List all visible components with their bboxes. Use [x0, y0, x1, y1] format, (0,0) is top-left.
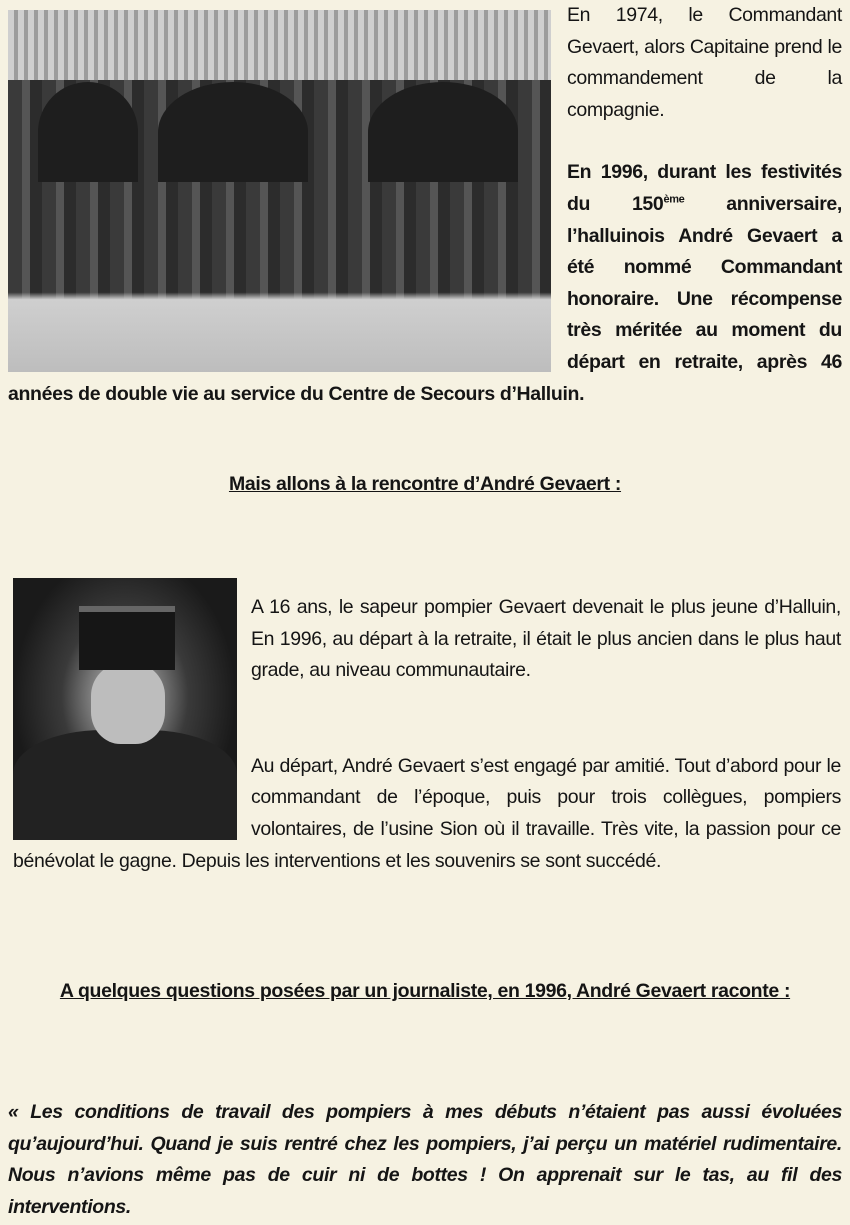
text: anniversaire, l’halluinois André Gevaert a été nommé Commandant honoraire. Une récompense très méritée au moment du départ en retraite, après 46 années de double vie au service du Centre de Secours d’Halluin. [8, 192, 842, 405]
fire-station-group-photo [8, 10, 551, 372]
superscript: ème [663, 193, 685, 206]
intro-section [8, 0, 842, 410]
quote-paragraph: « Les conditions de travail des pompiers à mes débuts n’étaient pas aussi évoluées qu’aujourd’hui. Quand je suis rentré chez les pompiers, j’ai perçu un matériel rudimentaire. Nous n’avions même pas de cuir ni de bottes ! On apprenait sur le tas, au fil des interventions. [8, 1101, 842, 1218]
section-heading-questions: A quelques questions posées par un journaliste, en 1996, André Gevaert raconte : [59, 980, 791, 1002]
paragraph-1974: En 1974, le Commandant Gevaert, alors Capitaine prend le commandement de la compagnie. [567, 4, 842, 121]
paragraph-engagement: Au départ, André Gevaert s’est engagé par amitié. Tout d’abord pour le commandant de l’époque, puis pour trois collègues, pompiers volontaires, de l’usine Sion où il travaille. Très vite, la passion pour ce bénévolat le gagne. Depuis les interventions et les souvenirs se sont succédé. [13, 754, 841, 872]
paragraph-age: A 16 ans, le sapeur pompier Gevaert devenait le plus jeune d’Halluin, En 1996, au départ à la retraite, il était le plus ancien dans le plus haut grade, au niveau communautaire. [251, 596, 841, 682]
portrait-section [13, 592, 841, 877]
section-heading-rencontre: Mais allons à la rencontre d’André Gevaert : [228, 473, 622, 495]
portrait-photo [13, 578, 237, 840]
text: En 1996, durant les festivités du 150 [567, 161, 842, 215]
